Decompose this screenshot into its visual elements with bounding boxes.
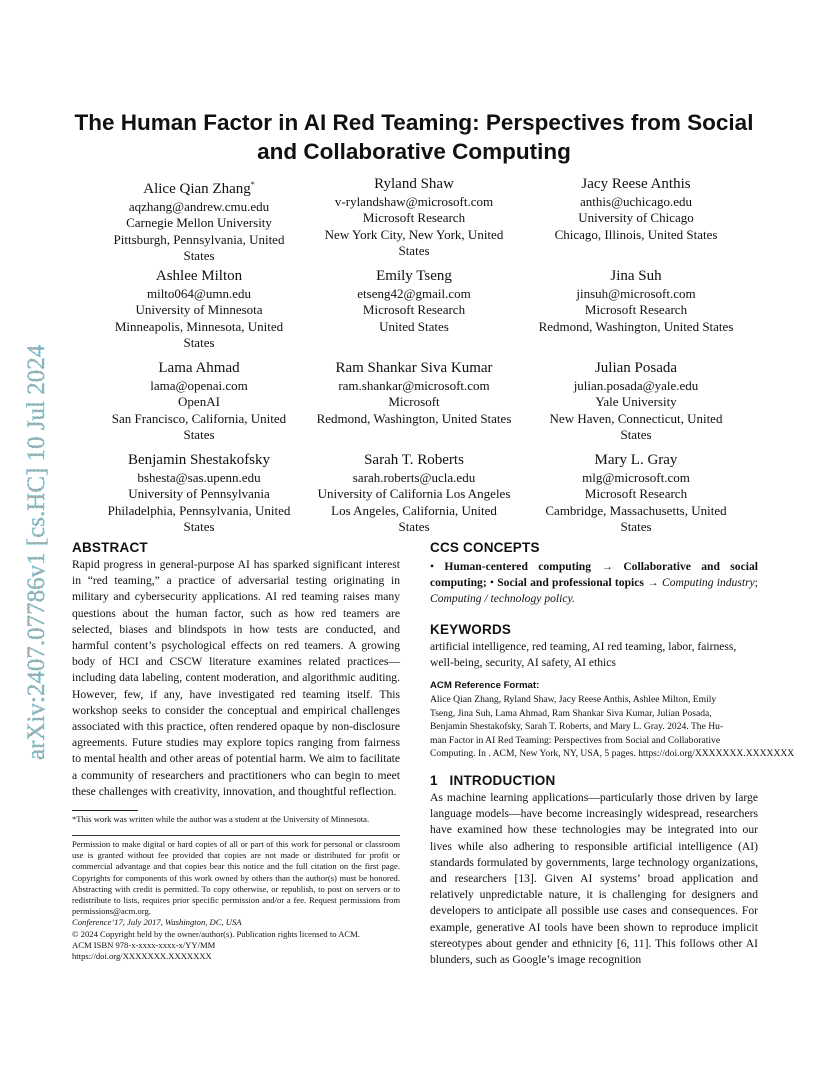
author-location: States <box>183 334 215 350</box>
author-block <box>84 176 314 264</box>
author-email: ram.shankar@microsoft.com <box>338 378 490 393</box>
author-name: Benjamin Shestakofsky <box>127 452 271 468</box>
author-location: Redmond, Washington, United States <box>538 318 734 334</box>
keywords-text: artificial intelligence, red teaming, AI red teaming, labor, fairness, well-being, security, AI safety, AI ethics <box>430 639 737 669</box>
author-name: Alice Qian Zhang* <box>143 180 255 197</box>
bullet: • <box>489 576 494 590</box>
author-block <box>299 452 529 535</box>
author-location: Chicago, Illinois, United States <box>554 226 718 242</box>
author-location: Redmond, Washington, United States <box>316 410 512 426</box>
isbn-line: ACM ISBN 978-x-xxxx-xxxx-x/YY/MM <box>72 939 216 950</box>
author-affiliation: OpenAI <box>178 394 220 410</box>
author-name: Mary L. Gray <box>594 452 678 468</box>
author-affiliation: University of Chicago <box>578 210 694 226</box>
acm-reference-line: Computing. In . ACM, New York, NY, USA, 5 pages. https://doi.org/XXXXXXX.XXXXXXX <box>430 748 795 760</box>
keywords-heading: KEYWORDS <box>430 621 512 637</box>
ccs-concepts: • Human-centered computing → Collaborative and social computing; • Social and professional topics → Computing industry; Computing / technology policy. <box>430 560 758 606</box>
author-email: julian.posada@yale.edu <box>573 378 699 393</box>
author-block <box>84 268 314 351</box>
acm-reference-line: Alice Qian Zhang, Ryland Shaw, Jacy Reese Anthis, Ashlee Milton, Emily <box>430 694 717 706</box>
permission-divider <box>72 835 400 836</box>
author-email: aqzhang@andrew.cmu.edu <box>128 199 270 214</box>
author-location: Los Angeles, California, United <box>331 502 497 518</box>
author-email: anthis@uchicago.edu <box>580 194 692 209</box>
arxiv-stamp-text: arXiv:2407.07786v1 [cs.HC] 10 Jul 2024 <box>23 344 50 760</box>
introduction-heading: 1 INTRODUCTION <box>430 772 556 788</box>
author-affiliation: Carnegie Mellon University <box>126 215 272 231</box>
author-location: New York City, New York, United <box>324 226 504 242</box>
ccs-concept: Human-centered computing <box>444 560 592 573</box>
author-name: Lama Ahmad <box>158 360 240 376</box>
author-name: Jina Suh <box>610 268 662 284</box>
author-email: milto064@umn.edu <box>146 286 252 301</box>
title-line-1: The Human Factor in AI Red Teaming: Perspectives from Social <box>74 110 754 135</box>
author-location: States <box>398 518 430 534</box>
author-location: States <box>620 426 652 442</box>
author-name: Ashlee Milton <box>155 268 243 284</box>
abstract-text: Rapid progress in general-purpose AI has sparked significant interest in “red teaming,” a practice of adversarial testing originating in military and cybersecurity applications. AI red teaming raises many questions about the human factor, such as how red teamers are selected, biases and blindspots in how tests are conducted, and harmful content’s psychological effects on red teamers. A growing body of HCI and CSCW literature examines related practices—including data labeling, content moderation, and algorithmic auditing. However, few, if any, have investigated red teaming itself. This workshop seeks to consider the conceptual and empirical challenges associated with this practice, often rendered opaque by non-disclosure agreements. Future studies may explore topics ranging from fairness to mental health and other areas of potential harm. We aim to facilitate a community of researchers and practitioners who can begin to meet these challenges with creativity, innovation, and thoughtful reflection. <box>72 558 400 798</box>
ccs-concept: Computing industry <box>661 576 755 590</box>
paper-title <box>70 108 758 166</box>
author-location: States <box>183 518 215 534</box>
acm-reference-line: Benjamin Shestakofsky, Sarah T. Roberts, and Mary L. Gray. 2024. The Hu- <box>430 721 724 733</box>
author-location: States <box>183 426 215 442</box>
author-affiliation: Microsoft Research <box>362 302 466 318</box>
ccs-heading: CCS CONCEPTS <box>430 540 540 555</box>
author-block <box>84 360 314 443</box>
author-name: Jacy Reese Anthis <box>581 176 691 192</box>
footnote-divider <box>72 810 138 811</box>
permission-text: Permission to make digital or hard copies of all or part of this work for personal or classroom use is granted without fee provided that copies are not made or distributed for profit or commercial advantage and that copies bear this notice and the full citation on the first page. Copyrights for components of this work owned by others than the author(s) must be honored. Abstracting with credit is permitted. To copy otherwise, or republish, to post on servers or to redistribute to lists, requires prior specific permission and/or a fee. Request permissions from permissions@acm.org. <box>72 839 400 917</box>
author-block <box>521 452 751 535</box>
conference-info: Conference’17, July 2017, Washington, DC, USA <box>72 917 242 928</box>
author-email: jinsuh@microsoft.com <box>576 286 696 301</box>
author-name: Sarah T. Roberts <box>364 452 464 468</box>
ccs-concept: Computing / technology policy. <box>430 592 575 606</box>
author-location: States <box>398 242 430 258</box>
author-email: sarah.roberts@ucla.edu <box>352 470 476 485</box>
author-affiliation: Microsoft <box>388 394 440 410</box>
acm-reference-line: man Factor in AI Red Teaming: Perspectives from Social and Collaborative <box>430 734 721 746</box>
acm-reference-heading: ACM Reference Format: <box>430 680 540 692</box>
author-location: United States <box>379 318 449 334</box>
right-column <box>430 540 795 968</box>
arrow-icon: → <box>647 576 659 590</box>
author-block <box>299 268 529 335</box>
author-email: lama@openai.com <box>150 378 248 393</box>
copyright-line: © 2024 Copyright held by the owner/author(s). Publication rights licensed to ACM. <box>72 928 360 939</box>
author-block <box>521 268 751 335</box>
author-block <box>521 176 751 243</box>
author-location: Pittsburgh, Pennsylvania, United <box>113 231 285 247</box>
ccs-concept: Social and professional topics <box>497 576 644 590</box>
author-email: etseng42@gmail.com <box>357 286 471 301</box>
author-email: mlg@microsoft.com <box>582 470 690 485</box>
author-affiliation: University of Minnesota <box>135 302 263 318</box>
author-affiliation: University of Pennsylvania <box>128 486 270 502</box>
author-affiliation: Microsoft Research <box>584 302 688 318</box>
author-location: Minneapolis, Minnesota, United <box>114 318 284 334</box>
author-name: Ram Shankar Siva Kumar <box>335 360 493 376</box>
author-location: Philadelphia, Pennsylvania, United <box>107 502 291 518</box>
bullet: • <box>430 560 435 573</box>
introduction-text: As machine learning applications—particularly those driven by large language models—have become increasingly widespread, researchers have examined how these technologies may be integrated into our lives while also adhering to responsible artificial intelligence (AI) standards formulated by governments, large technology organizations, and researchers [13]. Given AI systems’ broad application and relatively unpredictable nature, it is challenging for designers and developers to anticipate all possible use cases and consequences. For example, generative AI tools have been shown to reproduce implicit stereotypes about gender and ethnicity [6, 11]. This follows other AI blunders, such as Google’s image recognition <box>430 790 758 967</box>
author-location: San Francisco, California, United <box>111 410 287 426</box>
acm-reference-text <box>430 693 795 761</box>
author-affiliation: Microsoft Research <box>584 486 688 502</box>
arxiv-stamp <box>0 264 58 764</box>
ccs-concept: Collaborative and social computing; <box>430 560 758 590</box>
permission-block <box>72 839 400 962</box>
author-name: Ryland Shaw <box>374 176 454 192</box>
doi-link[interactable]: https://doi.org/XXXXXXX.XXXXXXX <box>72 951 212 962</box>
author-location: New Haven, Connecticut, United <box>549 410 723 426</box>
author-location: States <box>620 518 652 534</box>
author-affiliation: Yale University <box>595 394 677 410</box>
author-footnote: *This work was written while the author was a student at the University of Minnesota. <box>72 814 370 825</box>
left-column <box>72 540 400 962</box>
author-email: v-rylandshaw@microsoft.com <box>334 194 494 209</box>
author-footnote-mark: * <box>250 180 255 189</box>
author-block <box>84 452 314 535</box>
author-name: Emily Tseng <box>376 268 452 284</box>
author-block <box>521 360 751 443</box>
author-location: Cambridge, Massachusetts, United <box>545 502 727 518</box>
author-location: States <box>183 247 215 263</box>
author-block <box>299 176 529 259</box>
abstract-heading: ABSTRACT <box>72 540 148 555</box>
title-line-2: and Collaborative Computing <box>257 139 571 164</box>
author-email: bshesta@sas.upenn.edu <box>137 470 261 485</box>
author-block <box>299 360 529 427</box>
acm-reference-line: Tseng, Jina Suh, Lama Ahmad, Ram Shankar Siva Kumar, Julian Posada, <box>430 707 712 719</box>
author-affiliation: University of California Los Angeles <box>317 486 511 502</box>
author-affiliation: Microsoft Research <box>362 210 466 226</box>
arrow-icon: → <box>601 560 613 573</box>
author-name: Julian Posada <box>594 360 678 376</box>
